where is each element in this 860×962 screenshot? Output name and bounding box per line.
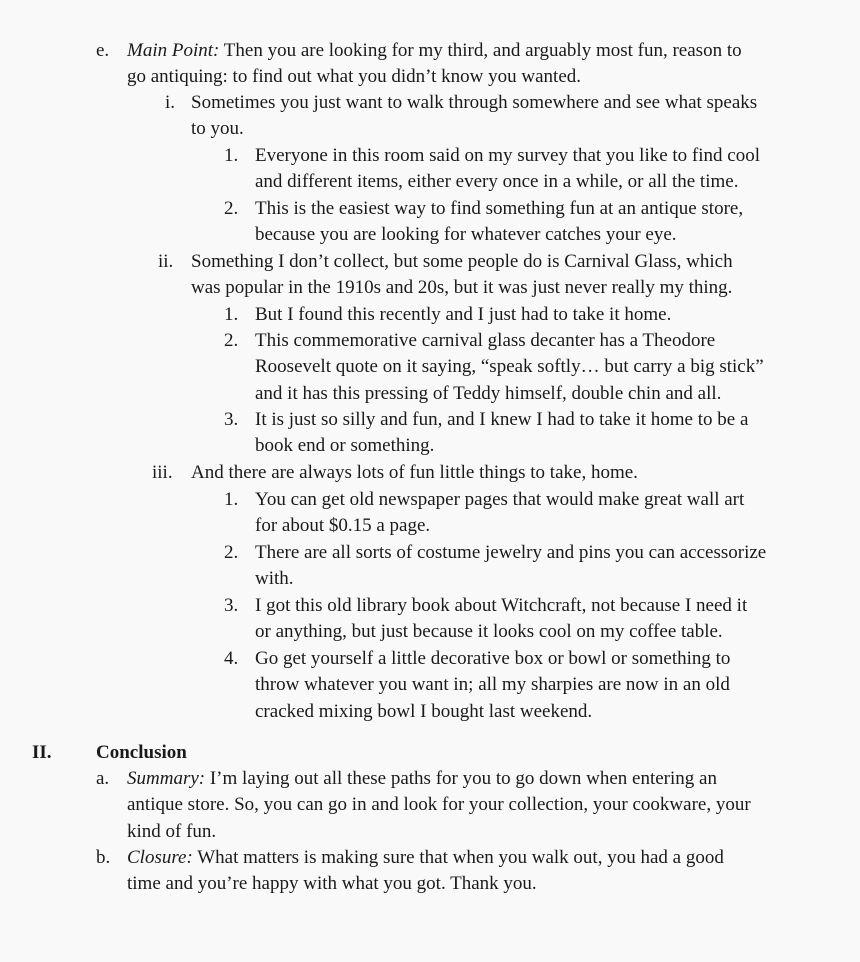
text-line: antique store. So, you can go in and look for your collection, your cookware, your — [127, 794, 751, 816]
item-marker: 2. — [224, 198, 239, 219]
item-marker: a. — [96, 768, 110, 789]
text-line: Everyone in this room said on my survey that you like to find cool — [255, 145, 761, 166]
text-line: Roosevelt quote on it saying, “speak softly… but carry a big stick” — [255, 356, 764, 378]
item-text — [255, 302, 671, 328]
text-line: Conclusion — [96, 742, 187, 763]
text-line: But I found this recently and I just had to take it home. — [255, 304, 672, 325]
item-marker: 1. — [224, 489, 239, 510]
text-line: cracked mixing bowl I bought last weekend. — [255, 700, 593, 722]
item-text — [255, 328, 764, 407]
text-line: throw whatever you want in; all my sharpies are now in an old — [255, 674, 730, 696]
item-text — [255, 407, 748, 460]
text-line: Then you are looking for my third, and arguably most fun, reason to — [223, 40, 742, 61]
text-line: kind of fun. — [127, 820, 217, 842]
text-line: I got this old library book about Witchcraft, not because I need it — [255, 595, 748, 616]
item-text — [255, 646, 730, 725]
item-marker: i. — [165, 92, 176, 113]
text-line: Something I don’t collect, but some people do is Carnival Glass, which — [191, 251, 733, 272]
item-marker: 1. — [224, 304, 239, 325]
item-text — [191, 460, 638, 486]
text-line: And there are always lots of fun little things to take, home. — [191, 462, 638, 483]
item-marker: b. — [96, 847, 111, 868]
item-text — [127, 766, 751, 845]
item-text — [255, 143, 760, 196]
text-line: You can get old newspaper pages that would make great wall art — [255, 489, 745, 510]
item-lead-label: Closure: — [127, 847, 193, 868]
text-line: Sometimes you just want to walk through somewhere and see what speaks — [191, 92, 758, 113]
text-line: for about $0.15 a page. — [255, 515, 431, 537]
item-marker: 2. — [224, 542, 239, 563]
section-marker: II. — [32, 742, 52, 763]
item-marker: 2. — [224, 330, 239, 351]
item-marker: e. — [96, 40, 110, 61]
text-line: There are all sorts of costume jewelry and pins you can accessorize — [255, 542, 767, 563]
item-marker: ii. — [158, 251, 174, 272]
item-marker: 3. — [224, 595, 239, 616]
text-line: to you. — [191, 118, 244, 140]
item-marker: 1. — [224, 145, 239, 166]
item-text — [255, 593, 747, 646]
text-line: It is just so silly and fun, and I knew I had to take it home to be a — [255, 409, 749, 430]
text-line: time and you’re happy with what you got. Thank you. — [127, 873, 537, 895]
item-text — [191, 249, 733, 302]
text-line: This is the easiest way to find something fun at an antique store, — [255, 198, 744, 219]
item-lead-label: Main Point: — [127, 40, 220, 61]
section-title — [96, 740, 187, 766]
item-text — [191, 90, 757, 143]
text-line: was popular in the 1910s and 20s, but it was just never really my thing. — [191, 277, 733, 299]
item-marker: 4. — [224, 648, 239, 669]
text-line: book end or something. — [255, 435, 435, 457]
text-line: What matters is making sure that when you walk out, you had a good — [197, 847, 724, 868]
text-line: This commemorative carnival glass decanter has a Theodore — [255, 330, 716, 351]
text-line: with. — [255, 568, 294, 590]
item-text — [127, 38, 742, 91]
item-marker: iii. — [152, 462, 173, 483]
item-marker: 3. — [224, 409, 239, 430]
item-lead-label: Summary: — [127, 768, 206, 789]
text-line: go antiquing: to find out what you didn’t know you wanted. — [127, 66, 582, 88]
item-text — [127, 845, 724, 898]
item-text — [255, 487, 744, 540]
text-line: or anything, but just because it looks cool on my coffee table. — [255, 621, 723, 643]
text-line: I’m laying out all these paths for you to go down when entering an — [209, 768, 717, 789]
text-line: and different items, either every once in a while, or all the time. — [255, 171, 739, 193]
text-line: Go get yourself a little decorative box or bowl or something to — [255, 648, 731, 669]
text-line: and it has this pressing of Teddy himself, double chin and all. — [255, 382, 722, 404]
item-text — [255, 196, 743, 249]
text-line: because you are looking for whatever catches your eye. — [255, 224, 677, 246]
item-text — [255, 540, 766, 593]
